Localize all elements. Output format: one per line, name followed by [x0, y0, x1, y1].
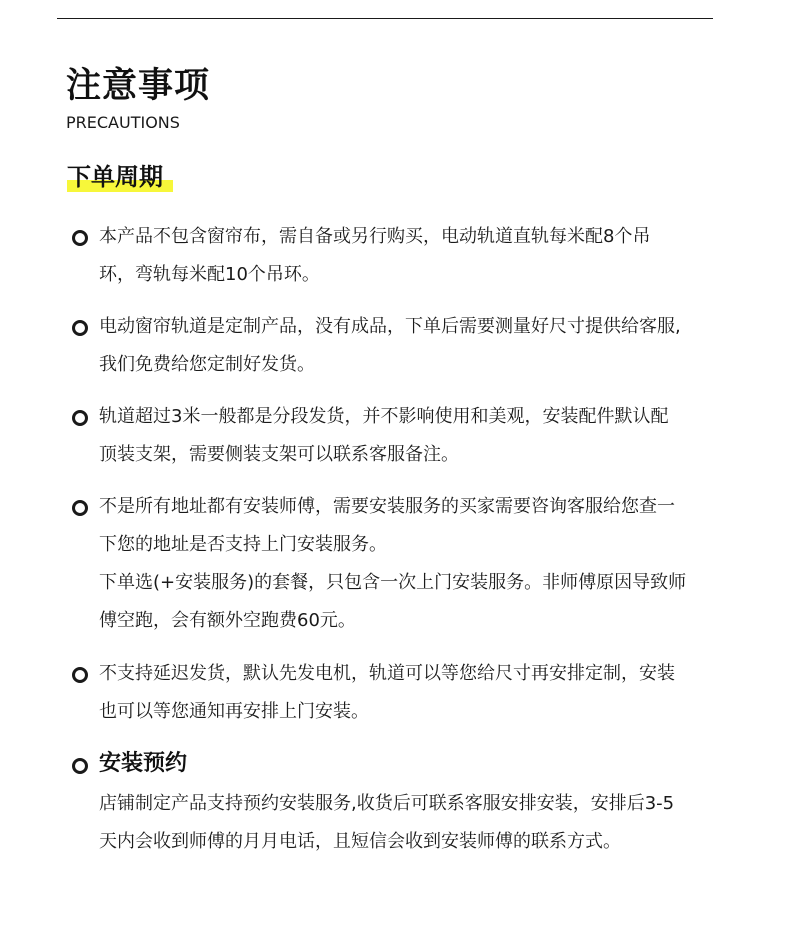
section-heading-label: 下单周期: [67, 163, 163, 191]
circle-bullet-icon: [72, 230, 88, 246]
list-item: [72, 488, 762, 640]
section-heading: [67, 160, 163, 194]
item-text: [99, 398, 762, 474]
circle-bullet-icon: [72, 667, 88, 683]
circle-bullet-icon: [72, 758, 88, 774]
install-text: [99, 785, 762, 861]
list-item: [72, 218, 762, 294]
item-line: 顶装支架，需要侧装支架可以联系客服备注。: [99, 444, 459, 465]
list-item: [72, 655, 762, 731]
item-text: [99, 655, 762, 731]
install-line: 天内会收到师傅的月月电话，且短信会收到安装师傅的联系方式。: [99, 831, 621, 852]
item-line: 傅空跑，会有额外空跑费60元。: [99, 610, 356, 631]
list-item: [72, 398, 762, 474]
page-title: 注意事项: [66, 66, 211, 106]
item-line: 本产品不包含窗帘布，需自备或另行购买，电动轨道直轨每米配8个吊: [99, 226, 651, 247]
install-heading: 安装预约: [99, 751, 188, 776]
item-text: [99, 218, 762, 294]
item-text: [99, 488, 762, 640]
item-line: 不支持延迟发货，默认先发电机，轨道可以等您给尺寸再安排定制，安装: [99, 663, 675, 684]
item-text: [99, 308, 762, 384]
install-line: 店铺制定产品支持预约安装服务,收货后可联系客服安排安装，安排后3-5: [99, 793, 675, 814]
circle-bullet-icon: [72, 410, 88, 426]
page-subtitle: PRECAUTIONS: [66, 113, 180, 132]
item-line: 轨道超过3米一般都是分段发货，并不影响使用和美观，安装配件默认配: [99, 406, 669, 427]
circle-bullet-icon: [72, 320, 88, 336]
circle-bullet-icon: [72, 500, 88, 516]
item-line: 不是所有地址都有安装师傅，需要安装服务的买家需要咨询客服给您查一: [99, 496, 675, 517]
item-line: 环，弯轨每米配10个吊环。: [99, 264, 320, 285]
item-line: 也可以等您通知再安排上门安装。: [99, 701, 369, 722]
list-item: [72, 308, 762, 384]
item-line: 下单选(+安装服务)的套餐，只包含一次上门安装服务。非师傅原因导致师: [99, 572, 687, 593]
item-line: 我们免费给您定制好发货。: [99, 354, 315, 375]
install-section: [72, 745, 762, 861]
item-line: 电动窗帘轨道是定制产品，没有成品，下单后需要测量好尺寸提供给客服,: [99, 316, 681, 337]
item-line: 下您的地址是否支持上门安装服务。: [99, 534, 387, 555]
top-divider: [57, 18, 713, 19]
